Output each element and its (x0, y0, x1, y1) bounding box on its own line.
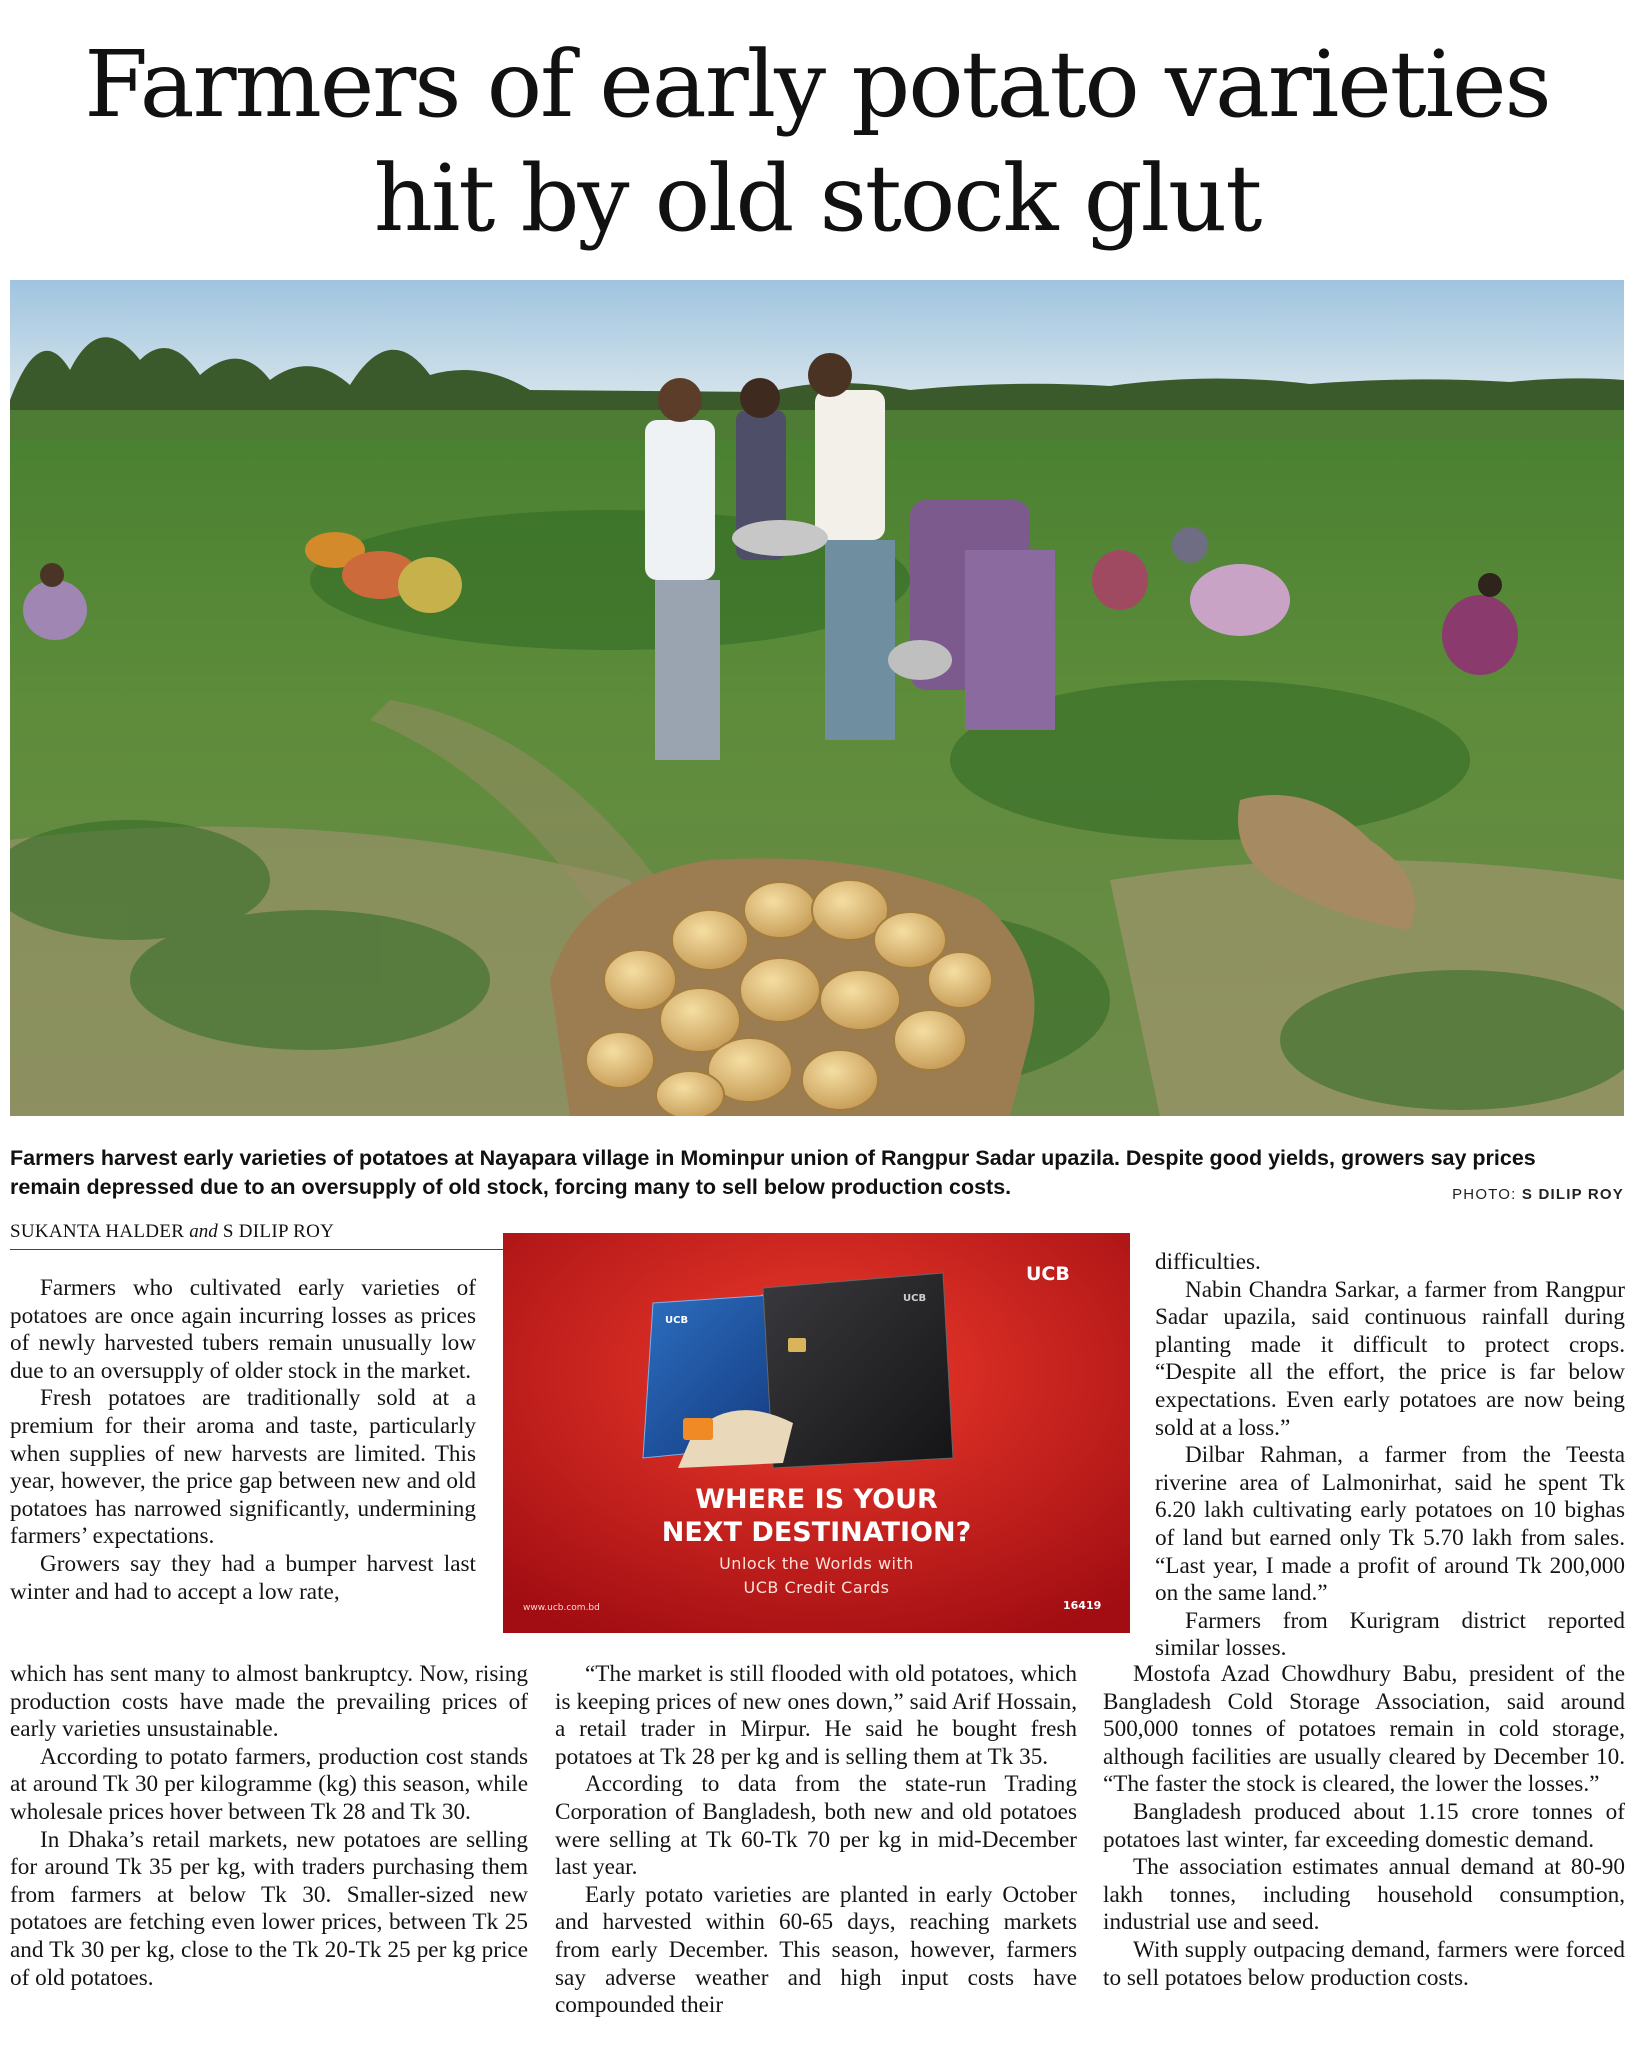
paragraph: The association estimates annual demand at 80-90 lakh tonnes, including household consumption, industrial use and seed. (1103, 1854, 1625, 1936)
photo-caption: Farmers harvest early varieties of potatoes at Nayapara village in Mominpur union of Rangpur Sadar upazila. Despite good yields, growers say prices remain depressed due to an oversupply of old stock, forcing many to sell below production costs. (10, 1146, 1536, 1199)
paragraph: According to data from the state-run Trading Corporation of Bangladesh, both new and old potatoes were selling at Tk 60-Tk 70 per kg in mid-December last year. (555, 1771, 1077, 1881)
byline-author-1: SUKANTA HALDER (10, 1221, 185, 1242)
ad-headline-line-2: NEXT DESTINATION? (661, 1517, 972, 1548)
ad-subtitle (503, 1552, 1130, 1600)
photo-credit-label: PHOTO: (1452, 1186, 1517, 1203)
photo-credit (1452, 1186, 1624, 1203)
paragraph: Farmers who cultivated early varieties of potatoes are once again incurring losses as prices of newly harvested tubers remain unusually low due to an oversupply of older stock in the market. (10, 1275, 476, 1384)
ad-hotline: 16419 (1063, 1599, 1102, 1612)
card-left-brand: UCB (665, 1315, 689, 1326)
ad-subtitle-line-2: UCB Credit Cards (743, 1578, 890, 1597)
potato-harvest-photo (10, 280, 1624, 1116)
byline (10, 1221, 530, 1250)
card-right-brand: UCB (903, 1293, 927, 1304)
paragraph: Growers say they had a bumper harvest last winter and had to accept a low rate, (10, 1550, 476, 1605)
paragraph: In Dhaka’s retail markets, new potatoes are selling for around Tk 35 per kg, with traders purchasing them from farmers at below Tk 30. Smaller-sized new potatoes are fetching even lower prices, between Tk 25 and Tk 30 per kg, close to the Tk 20-Tk 25 per kg price of old potatoes. (10, 1826, 528, 1991)
ucb-credit-card-ad[interactable] (503, 1233, 1130, 1633)
body-column-3-bottom (1103, 1661, 1625, 1992)
paragraph: “The market is still flooded with old potatoes, which is keeping prices of new ones down,” said Arif Hossain, a retail trader in Mirpur. He said he bought fresh potatoes at Tk 28 per kg and is selling them at Tk 35. (555, 1661, 1077, 1770)
paragraph: difficulties. (1155, 1249, 1261, 1275)
ucb-logo: UCB (1026, 1263, 1070, 1285)
potato-field-illustration (10, 280, 1624, 1116)
body-column-1-top (10, 1275, 476, 1606)
paragraph: According to potato farmers, production cost stands at around Tk 30 per kilogramme (kg) this season, while wholesale prices hover between Tk 28 and Tk 30. (10, 1743, 528, 1825)
byline-and: and (189, 1221, 218, 1242)
paragraph: Nabin Chandra Sarkar, a farmer from Rangpur Sadar upazila, said continuous rainfall during planting made it difficult to protect crops. “Despite all the effort, the price is far below expectations. Even early potatoes are now being sold at a loss.” (1155, 1276, 1625, 1441)
paragraph: Dilbar Rahman, a farmer from the Teesta riverine area of Lalmonirhat, said he spent Tk 6.20 lakh cultivating early potatoes on 10 bighas of land but earned only Tk 5.70 lakh from sales. “Last year, I made a profit of around Tk 200,000 on the same land.” (1155, 1442, 1625, 1607)
headline-line-1: Farmers of early potato varieties (84, 31, 1550, 138)
ad-url[interactable]: www.ucb.com.bd (523, 1603, 600, 1613)
ad-subtitle-line-1: Unlock the Worlds with (719, 1554, 914, 1573)
paragraph: Mostofa Azad Chowdhury Babu, president of the Bangladesh Cold Storage Association, said around 500,000 tonnes of potatoes remain in cold storage, although facilities are usually cleared by December 10. “The faster the stock is cleared, the lower the losses.” (1103, 1661, 1625, 1798)
paragraph: Fresh potatoes are traditionally sold at a premium for their aroma and taste, particularly when supplies of new harvests are limited. This year, however, the price gap between new and old potatoes has narrowed significantly, undermining farmers’ expectations. (10, 1385, 476, 1550)
ad-headline-line-1: WHERE IS YOUR (695, 1484, 938, 1515)
body-column-1-bottom (10, 1661, 528, 1992)
byline-author-2: S DILIP ROY (222, 1221, 335, 1242)
paragraph: With supply outpacing demand, farmers were forced to sell potatoes below production costs. (1103, 1936, 1625, 1991)
headline-line-2: hit by old stock glut (373, 145, 1261, 252)
ad-headline (503, 1483, 1130, 1549)
headline (10, 28, 1624, 256)
paragraph: Early potato varieties are planted in early October and harvested within 60-65 days, reaching markets from early December. This season, however, farmers say adverse weather and high input costs have compounded their (555, 1881, 1077, 2019)
photo-credit-name: S DILIP ROY (1521, 1186, 1624, 1203)
body-column-2 (555, 1661, 1077, 2020)
paragraph: which has sent many to almost bankruptcy. Now, rising production costs have made the prevailing prices of early varieties unsustainable. (10, 1661, 528, 1743)
body-column-3-top (1155, 1249, 1625, 1663)
paragraph: Farmers from Kurigram district reported similar losses. (1155, 1607, 1625, 1662)
paragraph: Bangladesh produced about 1.15 crore tonnes of potatoes last winter, far exceeding domestic demand. (1103, 1798, 1625, 1853)
